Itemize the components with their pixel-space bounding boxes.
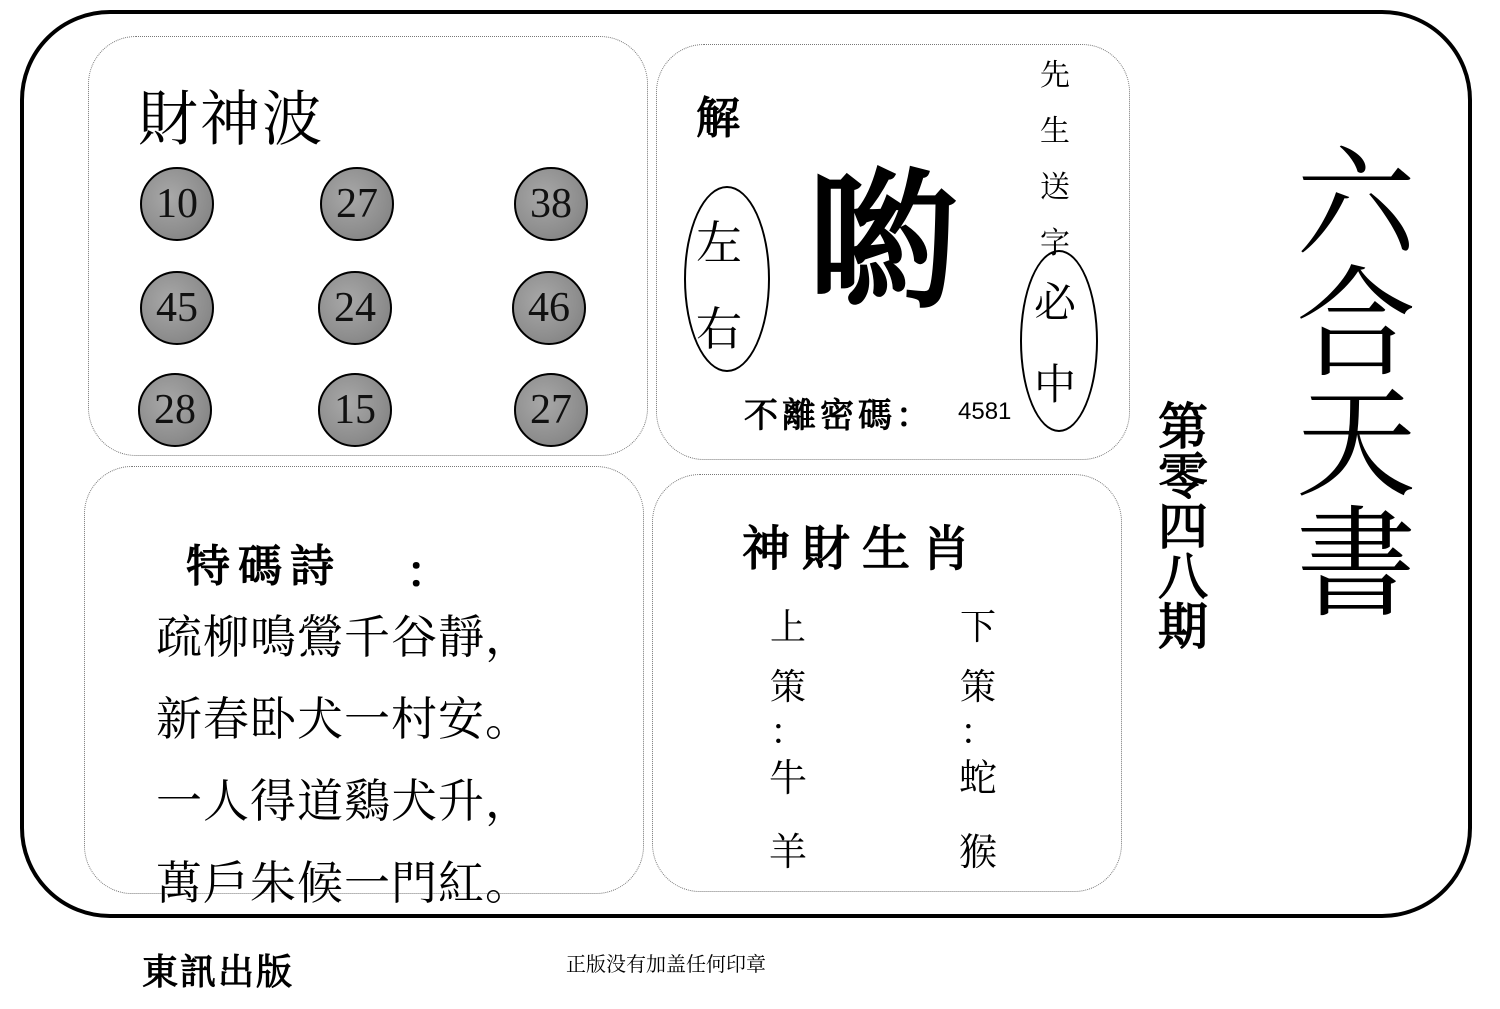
poem-line: 新春卧犬一村安。 <box>156 692 532 746</box>
poem-line: 一人得道鷄犬升， <box>156 774 532 828</box>
gift-text <box>1040 48 1070 272</box>
poem-colon: ： <box>406 547 450 598</box>
zuoyou-chars <box>696 200 742 372</box>
publisher: 東訊出版 <box>142 952 295 993</box>
lower-label-char: ： <box>959 712 996 753</box>
riddle-character: 喲 <box>808 156 959 330</box>
poem-line: 萬戶朱候一門紅。 <box>156 856 532 910</box>
poem-lines <box>156 596 532 924</box>
issue-number: 第零四八期 <box>1150 400 1208 650</box>
oval-char: 左 <box>696 216 742 270</box>
number-ball: 27 <box>320 167 394 241</box>
number-ball: 46 <box>512 271 586 345</box>
upper-label-char: 策 <box>769 667 806 708</box>
gift-char: 送 <box>1040 170 1070 205</box>
number-ball: 45 <box>140 271 214 345</box>
oval-char: 右 <box>696 302 742 356</box>
authenticity-notice: 正版没有加盖任何印章 <box>566 952 766 976</box>
oval-char: 中 <box>1034 360 1077 409</box>
upper-animal: 羊 <box>768 830 807 874</box>
jie-label: 解 <box>696 93 740 144</box>
lower-label-char: 下 <box>959 607 996 648</box>
poem-line: 疏柳鳴鶯千谷靜， <box>156 610 532 664</box>
zodiac-title: 神財生肖 <box>742 521 983 577</box>
lower-strategy <box>958 598 998 882</box>
bizhong-chars <box>1034 262 1076 426</box>
poem-title: 特碼詩 <box>186 541 342 592</box>
number-ball: 38 <box>514 167 588 241</box>
number-ball: 10 <box>140 167 214 241</box>
secret-code: 4581 <box>958 398 1012 425</box>
lower-animal: 蛇 <box>958 756 997 800</box>
number-ball: 15 <box>318 373 392 447</box>
number-ball: 24 <box>318 271 392 345</box>
gift-char: 生 <box>1040 114 1070 149</box>
main-title: 六合天書 <box>1276 140 1415 620</box>
upper-label-char: ： <box>769 712 806 753</box>
lower-animal: 猴 <box>958 830 997 874</box>
secret-label: 不離密碼： <box>744 396 934 436</box>
lower-label-char: 策 <box>959 667 996 708</box>
number-ball: 28 <box>138 373 212 447</box>
upper-strategy <box>768 598 808 882</box>
cai-shen-bo-title: 財神波 <box>138 85 324 155</box>
number-ball: 27 <box>514 373 588 447</box>
number-balls <box>138 167 598 467</box>
upper-label-char: 上 <box>769 607 806 648</box>
oval-char: 必 <box>1034 278 1077 327</box>
gift-char: 字 <box>1040 226 1070 261</box>
upper-animal: 牛 <box>768 756 807 800</box>
gift-char: 先 <box>1040 58 1070 93</box>
